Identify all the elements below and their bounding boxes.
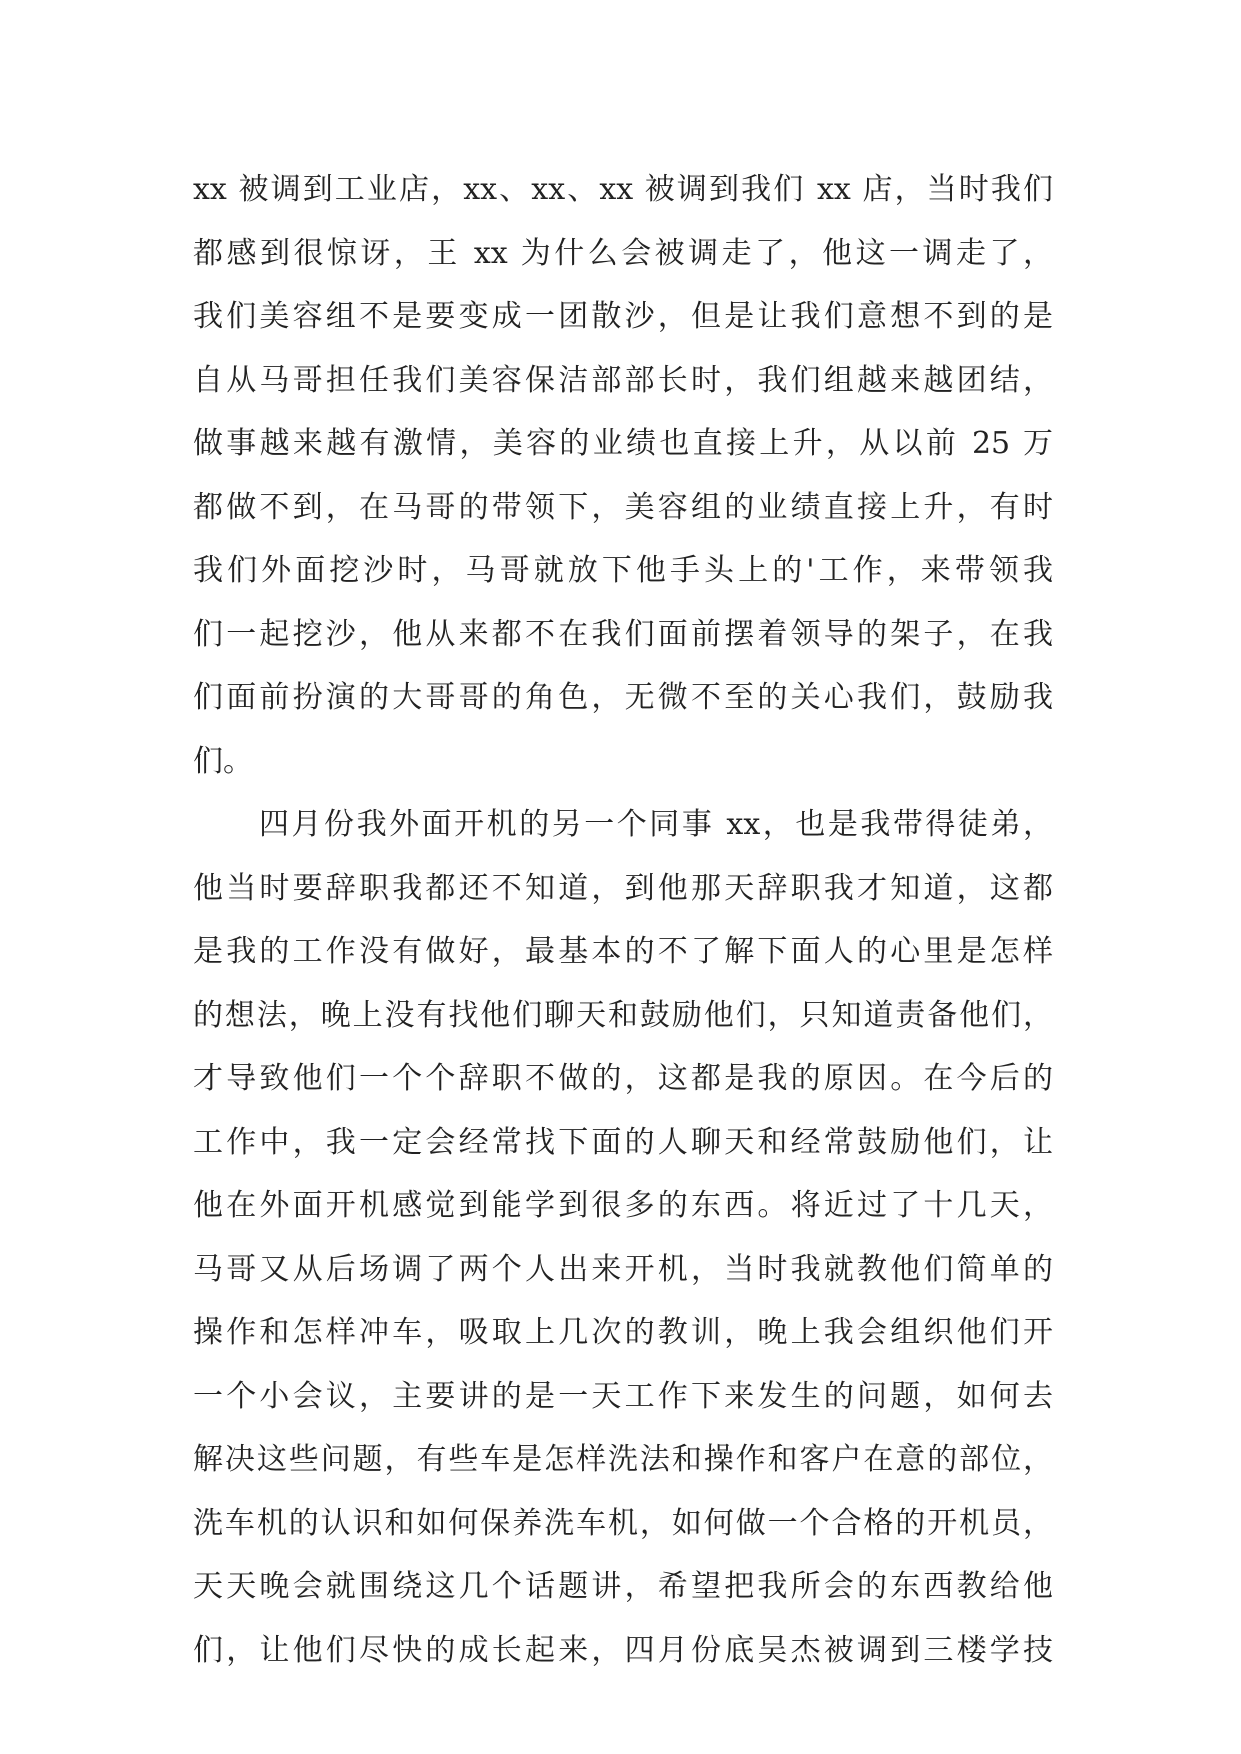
text-line: 是我的工作没有做好，最基本的不了解下面人的心里是怎样 [193, 934, 1053, 969]
text-line: 才导致他们一个个辞职不做的，这都是我的原因。在今后的 [193, 1061, 1053, 1096]
text-line: 的想法，晚上没有找他们聊天和鼓励他们，只知道责备他们， [193, 997, 1053, 1033]
text-line: 我们外面挖沙时，马哥就放下他手头上的'工作，来带领我 [193, 553, 1053, 588]
text-line: 工作中，我一定会经常找下面的人聊天和经常鼓励他们，让 [193, 1124, 1053, 1160]
paragraph-end-line: 们。 [193, 743, 253, 779]
text-line: 们一起挖沙，他从来都不在我们面前摆着领导的架子，在我 [193, 616, 1053, 652]
text-line: 都做不到，在马哥的带领下，美容组的业绩直接上升，有时 [193, 489, 1053, 525]
text-line: 自从马哥担任我们美容保洁部部长时，我们组越来越团结， [193, 362, 1053, 398]
text-line: 我们美容组不是要变成一团散沙，但是让我们意想不到的是 [193, 299, 1053, 334]
text-line: 天天晚会就围绕这几个话题讲，希望把我所会的东西教给他 [193, 1569, 1053, 1604]
text-line: 他当时要辞职我都还不知道，到他那天辞职我才知道，这都 [193, 870, 1053, 906]
text-line: 他在外面开机感觉到能学到很多的东西。将近过了十几天， [193, 1188, 1053, 1223]
text-line: 做事越来越有激情，美容的业绩也直接上升，从以前 25 万 [193, 426, 1053, 461]
text-line: 们面前扮演的大哥哥的角色，无微不至的关心我们，鼓励我 [193, 680, 1053, 715]
text-line: 解决这些问题，有些车是怎样洗法和操作和客户在意的部位， [193, 1442, 1053, 1477]
paragraph-start-line: 四月份我外面开机的另一个同事 xx，也是我带得徒弟， [259, 807, 1053, 842]
text-line: 们，让他们尽快的成长起来，四月份底吴杰被调到三楼学技 [193, 1632, 1053, 1668]
text-line: 一个小会议，主要讲的是一天工作下来发生的问题，如何去 [193, 1378, 1053, 1414]
text-line: 操作和怎样冲车，吸取上几次的教训，晚上我会组织他们开 [193, 1315, 1053, 1350]
body-text [193, 158, 1053, 1682]
text-line: 洗车机的认识和如何保养洗车机，如何做一个合格的开机员， [193, 1505, 1053, 1541]
text-line: 都感到很惊讶，王 xx 为什么会被调走了，他这一调走了， [193, 235, 1053, 271]
text-line: xx 被调到工业店，xx、xx、xx 被调到我们 xx 店，当时我们 [193, 172, 1053, 207]
text-line: 马哥又从后场调了两个人出来开机，当时我就教他们简单的 [193, 1251, 1053, 1287]
